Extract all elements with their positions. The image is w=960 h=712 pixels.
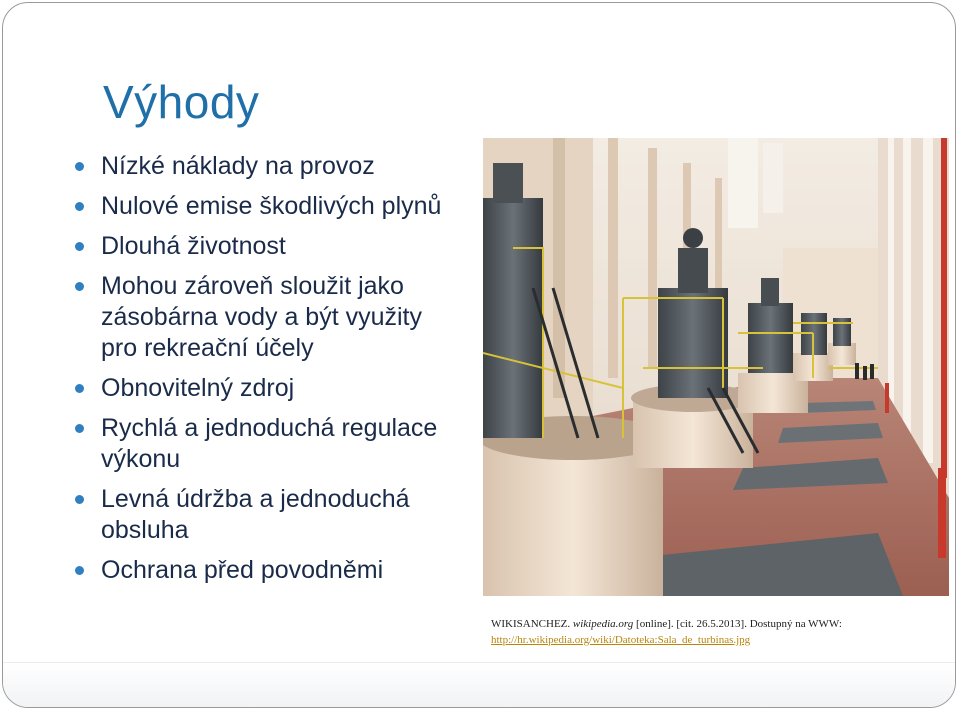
bullet-item [75,151,465,182]
bullet-item [75,413,465,475]
bullet-list [75,151,465,595]
caption-author: WIKISANCHEZ. [491,618,571,630]
bullet-dot-icon [75,495,84,504]
bullet-item [75,271,465,364]
slide [2,2,956,708]
bullet-text: Dlouhá životnost [101,232,286,260]
bullet-text: Rychlá a jednoduchá regulace výkonu [101,414,438,473]
caption-site: wikipedia.org [572,618,634,630]
bullet-text: Obnovitelný zdroj [101,374,295,402]
caption-citation: [online]. [cit. 26.5.2013]. Dostupný na WWW: [636,618,842,630]
bullet-item [75,484,465,546]
bullet-item [75,373,465,404]
bullet-dot-icon [75,202,84,211]
photo-caption [491,616,951,648]
bullet-item [75,191,465,222]
bullet-dot-icon [75,424,84,433]
bullet-dot-icon [75,282,84,291]
bullet-text: Levná údržba a jednoduchá obsluha [101,485,410,544]
bullet-dot-icon [75,162,84,171]
bullet-text: Ochrana před povodněmi [101,556,384,584]
bullet-text: Mohou zároveň sloužit jako zásobárna vody a být využity pro rekreační účely [101,272,422,362]
turbine-hall-illustration [483,138,949,596]
bullet-dot-icon [75,384,84,393]
slide-title: Výhody [103,76,260,128]
source-link[interactable]: http://hr.wikipedia.org/wiki/Datoteka:Sala_de_turbinas.jpg [491,634,751,646]
turbine-hall-photo [483,138,949,596]
bullet-text: Nulové emise škodlivých plynů [101,192,442,220]
bullet-dot-icon [75,242,84,251]
bullet-item [75,231,465,262]
bullet-text: Nízké náklady na provoz [101,152,375,180]
bullet-dot-icon [75,566,84,575]
slide-footer-band [3,662,955,707]
bullet-item [75,555,465,586]
